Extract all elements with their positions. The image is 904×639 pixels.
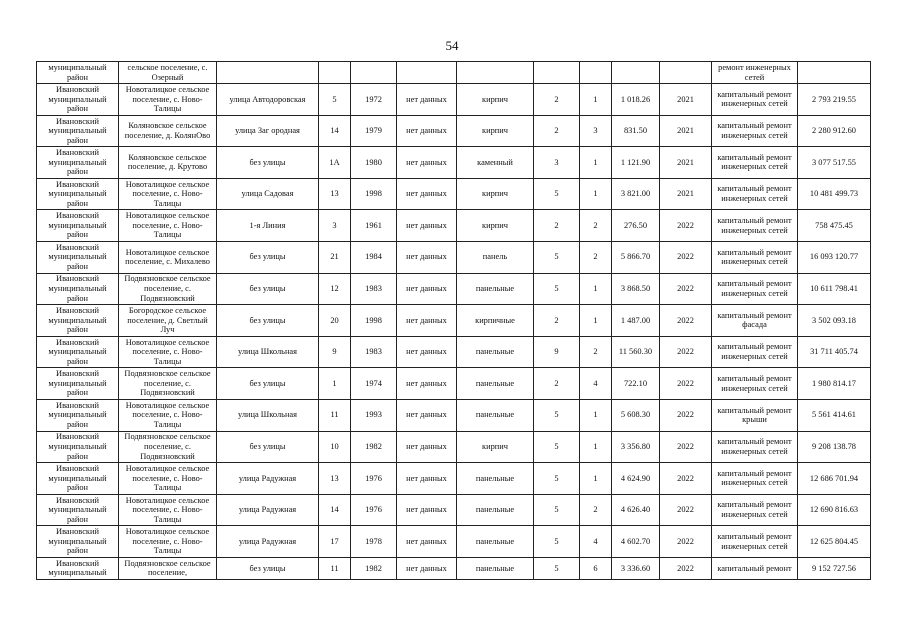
cell-district: Ивановский муниципальный район <box>37 526 119 558</box>
cell-work-type: капитальный ремонт инженерных сетей <box>712 463 798 495</box>
cell-work-type: капитальный ремонт инженерных сетей <box>712 147 798 179</box>
cell-entrances: 2 <box>580 494 612 526</box>
cell-year-commission <box>397 62 457 84</box>
cell-planned-year: 2021 <box>660 178 712 210</box>
cell-settlement: Подвязновское сельское поселение, с. Подвязновский <box>119 368 217 400</box>
cell-material: кирпич <box>457 210 534 242</box>
cell-settlement: Подвязновское сельское поселение, <box>119 557 217 579</box>
cell-area: 722.10 <box>612 368 660 400</box>
cell-material: панельные <box>457 273 534 305</box>
cell-planned-year: 2022 <box>660 399 712 431</box>
cell-material: кирпич <box>457 115 534 147</box>
cell-year-commission: нет данных <box>397 494 457 526</box>
cell-cost <box>798 62 871 84</box>
cell-planned-year: 2022 <box>660 336 712 368</box>
table-row <box>37 368 871 400</box>
cell-floors: 5 <box>534 526 580 558</box>
cell-year-built: 1982 <box>351 431 397 463</box>
cell-year-built: 1972 <box>351 84 397 116</box>
cell-planned-year <box>660 62 712 84</box>
table-row <box>37 147 871 179</box>
cell-cost: 2 280 912.60 <box>798 115 871 147</box>
cell-district: Ивановский муниципальный <box>37 557 119 579</box>
cell-planned-year: 2022 <box>660 241 712 273</box>
cell-year-built: 1978 <box>351 526 397 558</box>
cell-cost: 9 152 727.56 <box>798 557 871 579</box>
cell-house: 14 <box>319 115 351 147</box>
table-row <box>37 115 871 147</box>
cell-house <box>319 62 351 84</box>
cell-year-built: 1998 <box>351 305 397 337</box>
cell-area: 1 487.00 <box>612 305 660 337</box>
cell-street: улица Школьная <box>217 336 319 368</box>
cell-work-type: капитальный ремонт инженерных сетей <box>712 368 798 400</box>
cell-area: 4 626.40 <box>612 494 660 526</box>
cell-cost: 12 686 701.94 <box>798 463 871 495</box>
cell-area: 5 608.30 <box>612 399 660 431</box>
cell-cost: 12 690 816.63 <box>798 494 871 526</box>
cell-entrances: 1 <box>580 399 612 431</box>
cell-settlement: сельское поселение, с. Озерный <box>119 62 217 84</box>
cell-settlement: Новоталицкое сельское поселение, с. Михалево <box>119 241 217 273</box>
cell-street: улица Радужная <box>217 463 319 495</box>
cell-entrances: 1 <box>580 84 612 116</box>
cell-house: 1А <box>319 147 351 179</box>
cell-year-commission: нет данных <box>397 336 457 368</box>
cell-planned-year: 2022 <box>660 463 712 495</box>
cell-floors: 3 <box>534 147 580 179</box>
cell-house: 12 <box>319 273 351 305</box>
cell-material: панельные <box>457 368 534 400</box>
cell-entrances: 1 <box>580 147 612 179</box>
cell-area: 1 121.90 <box>612 147 660 179</box>
cell-floors: 2 <box>534 305 580 337</box>
cell-planned-year: 2022 <box>660 431 712 463</box>
cell-house: 11 <box>319 399 351 431</box>
cell-cost: 5 561 414.61 <box>798 399 871 431</box>
table-row <box>37 431 871 463</box>
cell-year-commission: нет данных <box>397 526 457 558</box>
cell-year-built: 1998 <box>351 178 397 210</box>
cell-street: улица Радужная <box>217 494 319 526</box>
cell-area: 3 336.60 <box>612 557 660 579</box>
cell-work-type: капитальный ремонт инженерных сетей <box>712 431 798 463</box>
cell-work-type: капитальный ремонт крыши <box>712 399 798 431</box>
cell-district: Ивановский муниципальный район <box>37 178 119 210</box>
cell-year-commission: нет данных <box>397 368 457 400</box>
cell-settlement: Коляновское сельское поселение, д. Крутово <box>119 147 217 179</box>
cell-floors: 5 <box>534 494 580 526</box>
cell-planned-year: 2022 <box>660 368 712 400</box>
cell-cost: 1 980 814.17 <box>798 368 871 400</box>
cell-settlement: Новоталицкое сельское поселение, с. Ново-Талицы <box>119 399 217 431</box>
cell-entrances: 1 <box>580 273 612 305</box>
cell-floors: 2 <box>534 368 580 400</box>
cell-year-commission: нет данных <box>397 210 457 242</box>
cell-work-type: капитальный ремонт инженерных сетей <box>712 115 798 147</box>
cell-district: Ивановский муниципальный район <box>37 431 119 463</box>
cell-floors: 5 <box>534 178 580 210</box>
cell-year-built: 1982 <box>351 557 397 579</box>
cell-material: панельные <box>457 526 534 558</box>
cell-floors: 2 <box>534 115 580 147</box>
cell-year-built <box>351 62 397 84</box>
cell-floors: 5 <box>534 241 580 273</box>
cell-floors: 5 <box>534 273 580 305</box>
cell-cost: 10 481 499.73 <box>798 178 871 210</box>
housing-register-table <box>36 61 871 580</box>
cell-settlement: Новоталицкое сельское поселение, с. Ново-Талицы <box>119 84 217 116</box>
cell-floors: 2 <box>534 210 580 242</box>
cell-cost: 2 793 219.55 <box>798 84 871 116</box>
cell-year-commission: нет данных <box>397 463 457 495</box>
cell-area: 11 560.30 <box>612 336 660 368</box>
cell-planned-year: 2022 <box>660 494 712 526</box>
cell-settlement: Новоталицкое сельское поселение, с. Ново-Талицы <box>119 463 217 495</box>
cell-street: улица Автодоровская <box>217 84 319 116</box>
cell-cost: 758 475.45 <box>798 210 871 242</box>
cell-area: 3 821.00 <box>612 178 660 210</box>
cell-street: без улицы <box>217 557 319 579</box>
cell-area: 831.50 <box>612 115 660 147</box>
cell-house: 14 <box>319 494 351 526</box>
cell-area: 4 602.70 <box>612 526 660 558</box>
cell-work-type: капитальный ремонт <box>712 557 798 579</box>
cell-work-type: капитальный ремонт инженерных сетей <box>712 336 798 368</box>
cell-district: Ивановский муниципальный район <box>37 399 119 431</box>
cell-house: 10 <box>319 431 351 463</box>
cell-work-type: ремонт инженерных сетей <box>712 62 798 84</box>
cell-year-built: 1983 <box>351 273 397 305</box>
cell-work-type: капитальный ремонт инженерных сетей <box>712 241 798 273</box>
table-row <box>37 178 871 210</box>
cell-year-commission: нет данных <box>397 273 457 305</box>
cell-entrances: 1 <box>580 463 612 495</box>
cell-settlement: Новоталицкое сельское поселение, с. Ново-Талицы <box>119 178 217 210</box>
cell-material: кирпич <box>457 431 534 463</box>
page-number: 54 <box>445 38 459 53</box>
cell-material: кирпич <box>457 178 534 210</box>
cell-district: Ивановский муниципальный район <box>37 210 119 242</box>
cell-street: без улицы <box>217 431 319 463</box>
cell-year-commission: нет данных <box>397 431 457 463</box>
cell-district: Ивановский муниципальный район <box>37 273 119 305</box>
cell-house: 13 <box>319 463 351 495</box>
table-row <box>37 557 871 579</box>
cell-planned-year: 2022 <box>660 273 712 305</box>
cell-house: 11 <box>319 557 351 579</box>
cell-material: панельные <box>457 557 534 579</box>
cell-district: Ивановский муниципальный район <box>37 336 119 368</box>
cell-year-commission: нет данных <box>397 557 457 579</box>
cell-floors: 5 <box>534 557 580 579</box>
cell-work-type: капитальный ремонт фасада <box>712 305 798 337</box>
cell-year-built: 1961 <box>351 210 397 242</box>
cell-street: улица Школьная <box>217 399 319 431</box>
cell-settlement: Богородское сельское поселение, д. Светлый Луч <box>119 305 217 337</box>
cell-district: Ивановский муниципальный район <box>37 305 119 337</box>
cell-settlement: Новоталицкое сельское поселение, с. Ново-Талицы <box>119 336 217 368</box>
cell-street: улица Заг ородная <box>217 115 319 147</box>
cell-cost: 9 208 138.78 <box>798 431 871 463</box>
cell-area: 3 868.50 <box>612 273 660 305</box>
cell-material: кирпичные <box>457 305 534 337</box>
cell-year-built: 1976 <box>351 494 397 526</box>
cell-area: 4 624.90 <box>612 463 660 495</box>
cell-settlement: Новоталицкое сельское поселение, с. Ново-Талицы <box>119 210 217 242</box>
cell-entrances: 1 <box>580 431 612 463</box>
cell-year-built: 1993 <box>351 399 397 431</box>
cell-area: 1 018.26 <box>612 84 660 116</box>
cell-cost: 10 611 798.41 <box>798 273 871 305</box>
cell-material: панель <box>457 241 534 273</box>
table-row <box>37 62 871 84</box>
cell-house: 5 <box>319 84 351 116</box>
cell-entrances <box>580 62 612 84</box>
cell-district: Ивановский муниципальный район <box>37 463 119 495</box>
cell-year-commission: нет данных <box>397 241 457 273</box>
cell-year-built: 1984 <box>351 241 397 273</box>
cell-year-built: 1979 <box>351 115 397 147</box>
cell-floors: 9 <box>534 336 580 368</box>
cell-year-built: 1980 <box>351 147 397 179</box>
cell-year-built: 1974 <box>351 368 397 400</box>
table-row <box>37 463 871 495</box>
cell-material: панельные <box>457 399 534 431</box>
cell-street: без улицы <box>217 305 319 337</box>
cell-work-type: капитальный ремонт инженерных сетей <box>712 84 798 116</box>
cell-street: без улицы <box>217 147 319 179</box>
table-row <box>37 241 871 273</box>
cell-entrances: 2 <box>580 241 612 273</box>
table-row <box>37 399 871 431</box>
cell-house: 3 <box>319 210 351 242</box>
cell-settlement: Новоталицкое сельское поселение, с. Ново-Талицы <box>119 494 217 526</box>
cell-entrances: 3 <box>580 115 612 147</box>
cell-settlement: Подвязновское сельское поселение, с. Подвязновский <box>119 273 217 305</box>
cell-cost: 12 625 804.45 <box>798 526 871 558</box>
cell-area: 3 356.80 <box>612 431 660 463</box>
cell-planned-year: 2021 <box>660 115 712 147</box>
cell-floors: 5 <box>534 431 580 463</box>
cell-floors <box>534 62 580 84</box>
cell-year-commission: нет данных <box>397 84 457 116</box>
cell-district: Ивановский муниципальный район <box>37 494 119 526</box>
cell-floors: 5 <box>534 463 580 495</box>
cell-cost: 3 502 093.18 <box>798 305 871 337</box>
cell-street: без улицы <box>217 368 319 400</box>
cell-district: Ивановский муниципальный район <box>37 241 119 273</box>
cell-year-commission: нет данных <box>397 178 457 210</box>
cell-house: 9 <box>319 336 351 368</box>
cell-entrances: 4 <box>580 526 612 558</box>
cell-material: каменный <box>457 147 534 179</box>
cell-street: улица Садовая <box>217 178 319 210</box>
cell-district: Ивановский муниципальный район <box>37 84 119 116</box>
cell-street: без улицы <box>217 273 319 305</box>
cell-year-built: 1983 <box>351 336 397 368</box>
cell-house: 20 <box>319 305 351 337</box>
cell-material <box>457 62 534 84</box>
cell-house: 17 <box>319 526 351 558</box>
cell-cost: 3 077 517.55 <box>798 147 871 179</box>
cell-work-type: капитальный ремонт инженерных сетей <box>712 178 798 210</box>
cell-district: Ивановский муниципальный район <box>37 368 119 400</box>
cell-street <box>217 62 319 84</box>
cell-entrances: 1 <box>580 178 612 210</box>
cell-entrances: 2 <box>580 336 612 368</box>
cell-district: муниципальный район <box>37 62 119 84</box>
cell-planned-year: 2022 <box>660 526 712 558</box>
cell-floors: 2 <box>534 84 580 116</box>
cell-material: панельные <box>457 494 534 526</box>
table-body <box>37 62 871 580</box>
cell-cost: 31 711 405.74 <box>798 336 871 368</box>
cell-district: Ивановский муниципальный район <box>37 147 119 179</box>
cell-year-commission: нет данных <box>397 399 457 431</box>
cell-street: 1-я Линия <box>217 210 319 242</box>
cell-planned-year: 2021 <box>660 147 712 179</box>
cell-work-type: капитальный ремонт инженерных сетей <box>712 526 798 558</box>
cell-house: 1 <box>319 368 351 400</box>
cell-planned-year: 2022 <box>660 305 712 337</box>
table-row <box>37 84 871 116</box>
cell-material: панельные <box>457 336 534 368</box>
cell-planned-year: 2022 <box>660 557 712 579</box>
cell-street: улица Радужная <box>217 526 319 558</box>
cell-entrances: 2 <box>580 210 612 242</box>
table-row <box>37 305 871 337</box>
cell-entrances: 1 <box>580 305 612 337</box>
cell-material: панельные <box>457 463 534 495</box>
table-row <box>37 210 871 242</box>
cell-area: 5 866.70 <box>612 241 660 273</box>
cell-settlement: Новоталицкое сельское поселение, с. Ново-Талицы <box>119 526 217 558</box>
cell-year-commission: нет данных <box>397 305 457 337</box>
cell-material: кирпич <box>457 84 534 116</box>
cell-house: 21 <box>319 241 351 273</box>
cell-work-type: капитальный ремонт инженерных сетей <box>712 494 798 526</box>
cell-cost: 16 093 120.77 <box>798 241 871 273</box>
cell-work-type: капитальный ремонт инженерных сетей <box>712 210 798 242</box>
cell-area: 276.50 <box>612 210 660 242</box>
cell-planned-year: 2021 <box>660 84 712 116</box>
table-row <box>37 526 871 558</box>
table-row <box>37 494 871 526</box>
cell-entrances: 6 <box>580 557 612 579</box>
cell-floors: 5 <box>534 399 580 431</box>
table-row <box>37 336 871 368</box>
cell-planned-year: 2022 <box>660 210 712 242</box>
cell-work-type: капитальный ремонт инженерных сетей <box>712 273 798 305</box>
cell-settlement: Коляновское сельское поселение, д. КолянОво <box>119 115 217 147</box>
table-row <box>37 273 871 305</box>
cell-year-commission: нет данных <box>397 147 457 179</box>
cell-street: без улицы <box>217 241 319 273</box>
cell-house: 13 <box>319 178 351 210</box>
cell-year-built: 1976 <box>351 463 397 495</box>
cell-settlement: Подвязновское сельское поселение, с. Подвязновский <box>119 431 217 463</box>
cell-year-commission: нет данных <box>397 115 457 147</box>
cell-area <box>612 62 660 84</box>
cell-entrances: 4 <box>580 368 612 400</box>
cell-district: Ивановский муниципальный район <box>37 115 119 147</box>
